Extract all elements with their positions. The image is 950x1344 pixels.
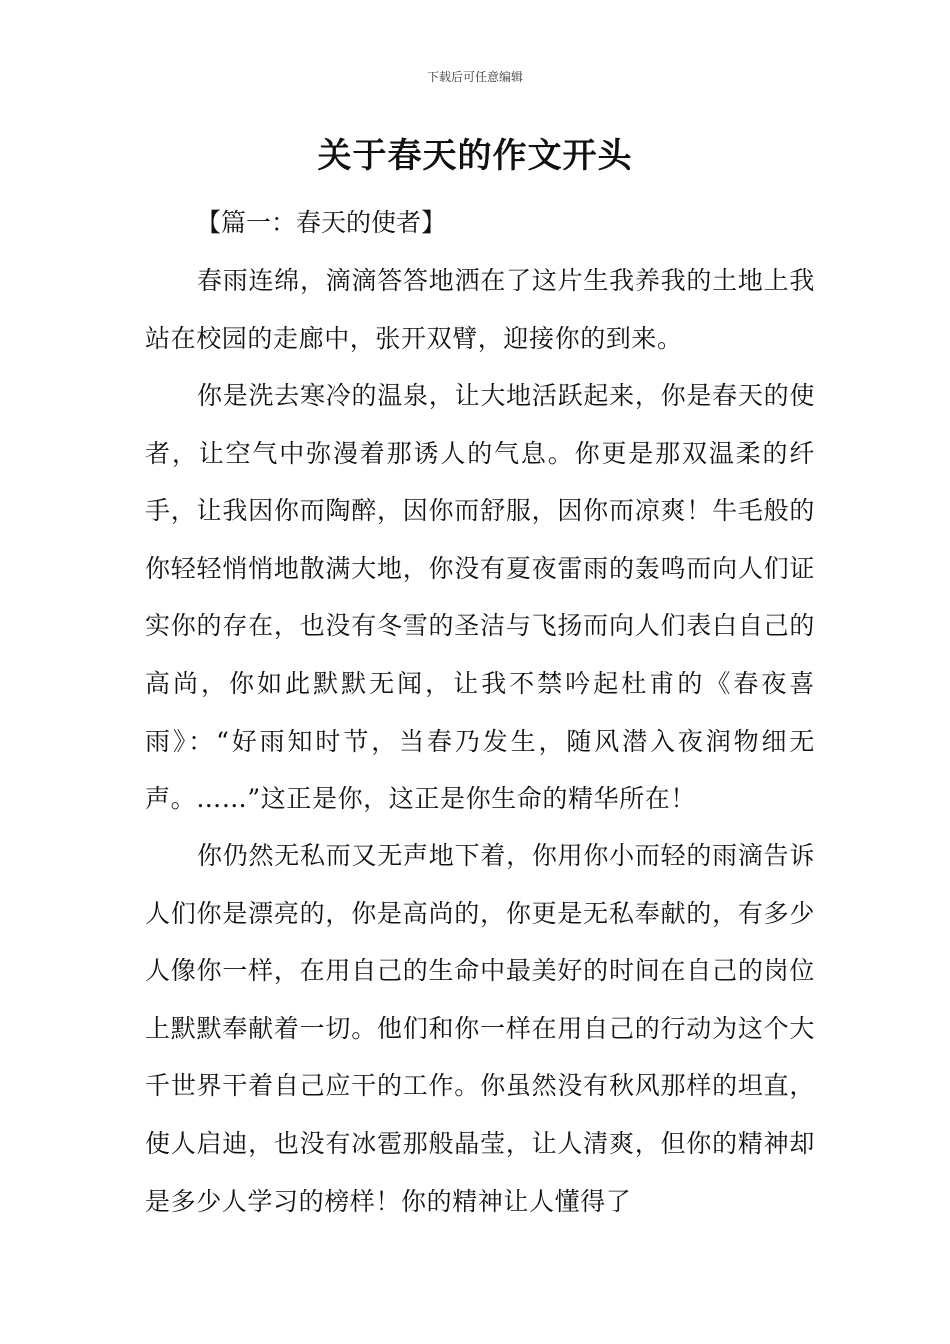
paragraph-3 xyxy=(145,827,815,1230)
document-title: 关于春天的作文开头 xyxy=(317,136,633,176)
paragraph-text: 春雨连绵，滴滴答答地洒在了这片生我养我的土地上我站在校园的走廊中，张开双臂，迎接你的到来。 xyxy=(145,266,815,353)
paragraph-text: 你是洗去寒冷的温泉，让大地活跃起来，你是春天的使者，让空气中弥漫着那诱人的气息。你更是那双温柔的纤手，让我因你而陶醉，因你而舒服，因你而凉爽！牛毛般的你轻轻悄悄地散满大地，你没有夏夜雷雨的轰鸣而向人们证实你的存在，也没有冬雪的圣洁与飞扬而向人们表白自己的高尚，你如此默默无闻，让我不禁吟起杜甫的《春夜喜雨》：“好雨知时节，当春乃发生，随风潜入夜润物细无声。……”这正是你，这正是你生命的精华所在！ xyxy=(145,381,815,814)
paragraph-2 xyxy=(145,367,815,828)
paragraph-1 xyxy=(145,252,815,367)
paragraph-text: 你仍然无私而又无声地下着，你用你小而轻的雨滴告诉人们你是漂亮的，你是高尚的，你更是无私奉献的，有多少人像你一样，在用自己的生命中最美好的时间在自己的岗位上默默奉献着一切。他们和你一样在用自己的行动为这个大千世界干着自己应干的工作。你虽然没有秋风那样的坦直，使人启迪，也没有冰雹那般晶莹，让人清爽，但你的精神却是多少人学习的榜样！你的精神让人懂得了 xyxy=(145,841,815,1216)
header-note: 下载后可任意编辑 xyxy=(426,70,523,84)
section-heading: 【篇一：春天的使者】 xyxy=(196,208,447,237)
